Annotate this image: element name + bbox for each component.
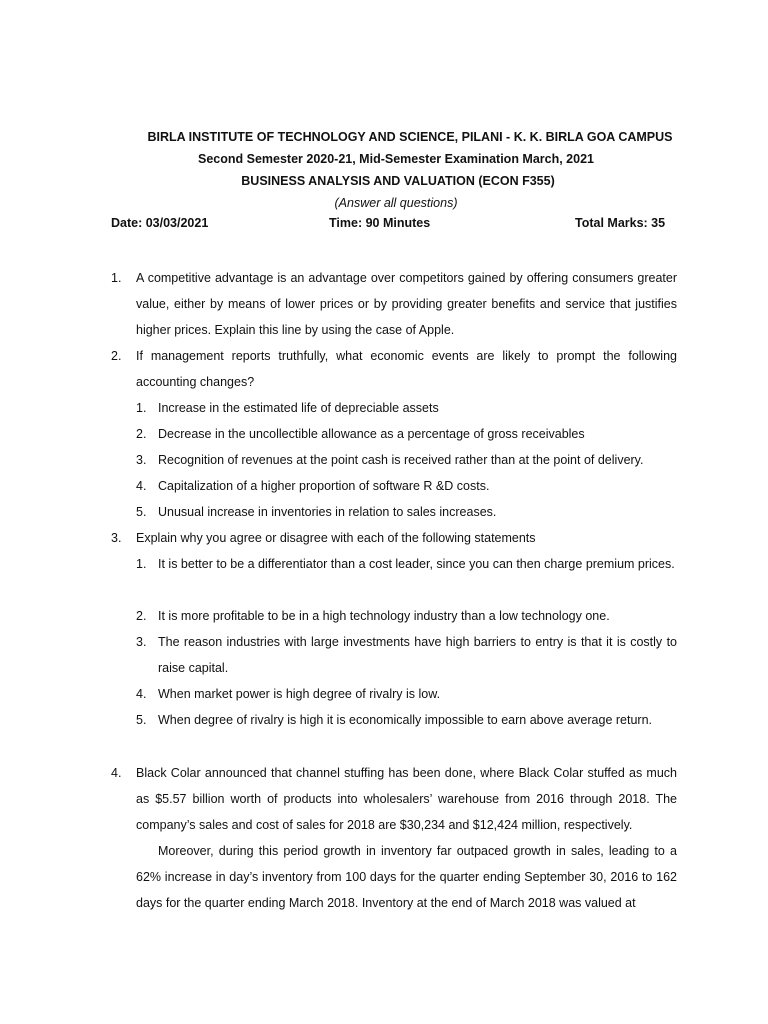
exam-title: Second Semester 2020-21, Mid-Semester Examination March, 2021 — [197, 152, 594, 166]
question-number: 3. — [111, 531, 122, 545]
sub-question-text: Increase in the estimated life of depreciable assets — [158, 401, 439, 415]
institute-title: BIRLA INSTITUTE OF TECHNOLOGY AND SCIENCE, PILANI - K. K. BIRLA GOA CAMPUS — [147, 130, 673, 144]
sub-question-number: 1. — [136, 557, 147, 571]
sub-question-text: Recognition of revenues at the point cash is received rather than at the point of delivery. — [158, 453, 644, 467]
sub-question-number: 2. — [136, 427, 147, 441]
question-number: 1. — [111, 271, 122, 285]
sub-question-text: The reason industries with large investments have high barriers to entry is that it is costly to raise capital. — [158, 635, 677, 676]
sub-question-text: Decrease in the uncollectible allowance as a percentage of gross receivables — [158, 427, 585, 441]
sub-question-text: When degree of rivalry is high it is economically impossible to earn above average return. — [158, 713, 652, 727]
sub-question-number: 5. — [136, 713, 147, 727]
sub-question-text: It is better to be a differentiator than a cost leader, since you can then charge premium prices. — [158, 557, 675, 571]
question-text-continued: Moreover, during this period growth in inventory far outpaced growth in sales, leading to a 62% increase in day’s inventory from 100 days for the quarter ending September 30, 2016 to 162 days for the quarter ending March 2018. Inventory at the end of March 2018 was valued at — [136, 844, 677, 911]
sub-question-text: Unusual increase in inventories in relation to sales increases. — [158, 505, 497, 519]
sub-question-text: When market power is high degree of rivalry is low. — [158, 687, 441, 701]
exam-total-marks: Total Marks: 35 — [575, 216, 666, 230]
question-number: 4. — [111, 766, 122, 780]
question-text: Explain why you agree or disagree with each of the following statements — [136, 531, 536, 545]
question-text: Black Colar announced that channel stuffing has been done, where Black Colar stuffed as much as $5.57 billion worth of products into wholesalers’ warehouse from 2016 through 2018. The company’s sales and cost of sales for 2018 are $30,234 and $12,424 million, respectively. — [136, 766, 677, 833]
sub-question-number: 3. — [136, 635, 147, 649]
sub-question-text: Capitalization of a higher proportion of software R &D costs. — [158, 479, 490, 493]
sub-question-number: 5. — [136, 505, 147, 519]
sub-question-number: 3. — [136, 453, 147, 467]
course-title: BUSINESS ANALYSIS AND VALUATION (ECON F355) — [241, 174, 555, 188]
sub-question-number: 4. — [136, 687, 147, 701]
instruction-text: (Answer all questions) — [334, 196, 458, 210]
sub-question-number: 4. — [136, 479, 147, 493]
exam-date: Date: 03/03/2021 — [111, 216, 209, 230]
question-number: 2. — [111, 349, 122, 363]
sub-question-text: It is more profitable to be in a high technology industry than a low technology one. — [158, 609, 610, 623]
exam-time: Time: 90 Minutes — [329, 216, 431, 230]
question-text: If management reports truthfully, what economic events are likely to prompt the following accounting changes? — [136, 349, 677, 390]
sub-question-number: 1. — [136, 401, 147, 415]
question-text: A competitive advantage is an advantage over competitors gained by offering consumers greater value, either by means of lower prices or by providing greater benefits and service that justifies higher prices. Explain this line by using the case of Apple. — [136, 271, 677, 338]
sub-question-number: 2. — [136, 609, 147, 623]
